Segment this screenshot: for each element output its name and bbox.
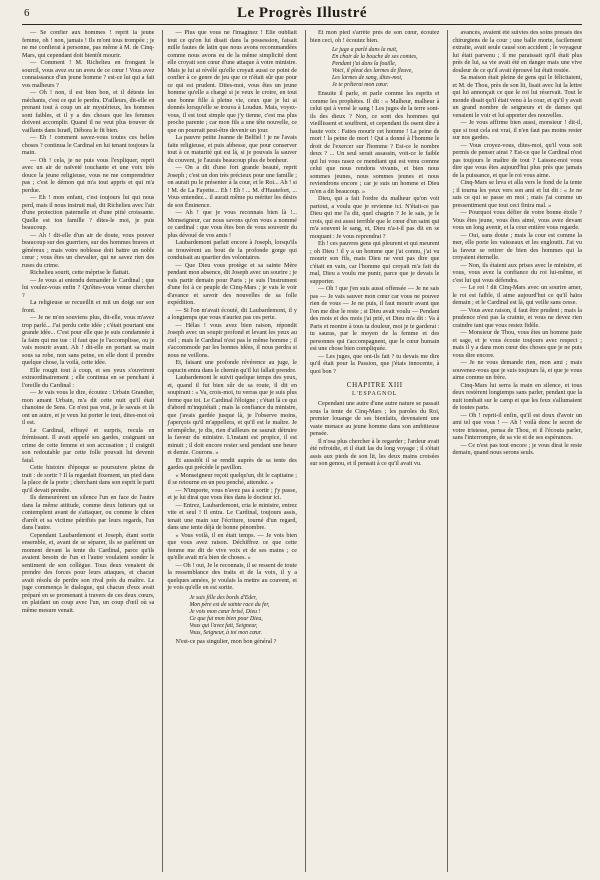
paragraph: — Les juges, que ont-ils fait ? tu devais me dire qu'il était pour la Passion, que j'étais innocente, à quoi bon ?: [309, 353, 440, 375]
paragraph: — On a dit d'une fort grande beauté, reprit Joseph ; c'est un don très précieux pour une famille ; on aurait pu le présenter à la cour, et le Roi... Ah ! si ! M. de La Fayette... Eh ! Eh ! ... M. d'Hautefort, ... Vous entendez... il aurait même pu mériter les désirs de son Éminence.: [167, 165, 297, 209]
paragraph: Il n'osa plus chercher à le regarder ; l'ardeur avait été refroidie, et il était las du long voyage ; il s'était assis aux pieds de son lit, les deux mains croisées sur son genou, et il pensait à ce qu'il avait vu.: [309, 438, 440, 467]
verse-line: En chair de la bouche de ses comtes,: [331, 54, 418, 60]
column-3: [305, 30, 440, 872]
paragraph: avancés, avaient été suivies des soins pressés des chirurgiens de la cour ; une balle morte, facilement extraite, avait seule causé son accident ; le voyageur lui était parvenu ; il me paraissait qu'il était plus près de lui, sa vie avait été en danger mais une vive douleur de ce qu'il avait éprouvé lui était restée.: [452, 30, 582, 74]
paragraph: Sa maison était pleine de gens qui le félicitaient, et M. de Thou, près de son lit, lisait avec lui la lettre qui lui annonçait ce que le roi lui réservait. Tout le monde disait qu'il était venu à la cour, et qu'il y avait un grand nombre de seigneurs et de dames qui venaient le voir et lui apporter des nouvelles.: [452, 75, 582, 119]
paragraph: — Eh ! mon enfant, c'est toujours lui qui nous perd, mais il nous instruit mal, dit Richelieu avec l'air d'une protection paternelle et d'une pitié croissante. Quelle est ton famille ? dites-le moi, je puis beaucoup.: [22, 195, 155, 231]
paragraph: — Eh ! comment savez-vous toutes ces belles choses ? continua le Cardinal en lui tenant toujours la main.: [22, 135, 155, 156]
paragraph: Cinq-Mars lui serra la main en silence, et tous deux restèrent longtemps sans parler, pendant que la nuit tombait sur le camp et que les feux s'allumaient de toutes parts.: [452, 382, 582, 411]
paragraph: « Monseigneur reçoit quelqu'un, dit le capitaine ; il se retourne en un peu penché, attendez. »: [167, 472, 297, 486]
verse-line: Vous qui l'avez fait, Seigneur,: [189, 622, 258, 629]
paragraph: — Vous avez raison, il faut être prudent ; mais la prudence n'est pas la crainte, et vous ne devez rien craindre tant que vous restez fidèle.: [452, 307, 582, 329]
paragraph: Cependant Laubardemont et Joseph, étant sortis ensemble, et, avant de se séparer, ils se parlèrent un moment devant la tente du Cardinal, parce qu'ils avaient besoin de l'un et l'autre voulaient sonder le sentiment de son collègue. Tous deux venaient de prendre des forces pour leurs attaques, et chacun avait résolu de perdre son rival près du maître. Le juge commença le dialogue, qui chacun d'eux avait préparé en se promenant à travers de ces deux cœurs, en plaidant un coup avec l'un, un coup d'œil où sa même mesure venait.: [22, 532, 155, 614]
paragraph: — Monsieur de Thou, vous êtes un homme juste et sage, et je vous écoute toujours avec respect ; mais il y a dans mon cœur des choses que je ne puis vous dire encore.: [452, 330, 582, 359]
verse-line: Ce que fut mon bien pour Dieu,: [189, 615, 263, 622]
paragraph: Cependant une autre d'une autre nature se passait sous la tente de Cinq-Mars ; les paroles du Roi, premier louange de ses bienfaits, devenaient une vaste menace au jeune homme dans son ambitieuse pensée.: [309, 401, 440, 437]
paragraph: — Si l'on m'avait écouté, dit Laubardemont, il y a longtemps que vous n'auriez pas ces perte.: [167, 307, 297, 321]
paragraph: — N'importe, vous n'avez pas à sortir ; j'y passe, et je lui dirai que vous êtes dans le docteur ici.: [167, 487, 297, 501]
column-4: [447, 30, 582, 872]
paragraph: — Je vais vous le dire, écoutez : Urbain Grandier, mon amant Urbain, m'a dit cette nuit qu'il était chanoine de Sens. Ce n'est pas vrai, je le savais et ils ont un autre, et je veux lui porter le tout, dites-moi où il est.: [22, 390, 155, 426]
verse-line: Je suis fille des bords d'Eder,: [189, 594, 257, 601]
column-1: [22, 30, 154, 872]
paragraph: Ils demeurèrent un silence l'un en face de l'autre dans la même attitude, comme deux lutteurs qui se contemplent avant de s'attaquer, ou comme le chien d'arrêt et sa victime pétrifiés par leurs regards, l'un dans l'autre.: [22, 495, 155, 531]
verse-line: Je vois mon cœur brisé, Dieu !: [189, 608, 261, 615]
paragraph: — Pourquoi vous défier de votre bonne étoile ? Vous êtes jeune, vous êtes aimé, vous avez devant vous un long avenir, et la cour entière vous regarde.: [452, 210, 582, 231]
paragraph: Ensuite il parle, et parle comme les esprits et comme les prophètes. Il dit : « Malheur, malheur à celui qui à versé le sang ! Les juges de la terre sont-ils des dieux ? Non, ce sont des hommes qui vieillissent et souffrent, et cependant ils osent dire à haute voix : Faites mourir cet homme ! La peine de mort ! la peine de mort ! Qui a donné à l'homme le droit de l'exercer sur l'homme ? Est-ce le nombre deux ? ... Un seul serait assassin, voit-ce le faible qui lui vous rasez ce mendiant qui est venu comme celui que nous rendons vivants, et bien nous sommes jeunes, nous sommes jeunes et nous reviendrons encore ; car je suis un homme et Dieu m'en a dit beaucoup. »: [309, 91, 440, 195]
paragraph: — Oh ! cela, je ne puis vous l'expliquer, reprit avec un air de naïveté touchante et une voix très douce la jeune religieuse, vous ne me comprendriez pas ; c'est le démon qui m'a tout appris et qui m'a perdue.: [22, 157, 155, 194]
paragraph: — Ah ! dit-elle d'un air de doute, vous pouvez beaucoup sur des guerriers, sur des hommes braves et généreux ; mais votre noblesse doit battre un noble cœur ; vous êtes un chevalier, qui ne savez rien des ruses du crime.: [22, 232, 155, 269]
paragraph: — Je vous ai entendu demander le Cardinal ; que lui voulez-vous enfin ? Qu'êtes-vous venue chercher ?: [22, 277, 155, 299]
paragraph: Elle rougit tout à coup, et ses yeux s'ouvrirent extraordinairement ; elle continua en se penchant à l'oreille du Cardinal :: [22, 367, 155, 389]
verse-block: [189, 595, 297, 637]
paragraph: — Oh ! oui, Je le reconnais, il se ressent de toute la ressemblance des traits et de la voix, il y a quelques années, je voulais la mettre au couvent, et je vois qu'elle en est sortie.: [167, 562, 297, 591]
paragraph: La religieuse se recueillit et mit un doigt sur son front.: [22, 300, 155, 314]
paragraph: Cinq-Mars se leva et alla vers le fond de la tente ; il tourna les yeux vers son ami et lui dit : « Je ne sais ce qui se passe en moi ; mais j'ai comme un pressentiment que tout ceci finira mal. »: [452, 180, 582, 209]
verse-line: Mon père est de sainte race du fer,: [189, 601, 270, 608]
paragraph: — Oh ! que j'en suis aussi offensée — Je ne sais pas — Je vais sauver mon cœur car vous ne pouvez rien de vous — Je ne puis, il faut mourir avant que l'on me dise le reste ; si Dieu avait voulu — Pendant des mois et des mois j'ai prié, et Dieu m'a dit : Va à Paris et montre à tous ta douleur, moi je te garderai : tu sauras, par le moyen de la femme et des personnes qui t'accompagnent, que le cœur humain est une chose bien compliquée.: [309, 286, 440, 352]
paragraph: — Je vous affirme bien aussi, monsieur ! dit-il, que si tout cela est vrai, il n'en faut pas moins rester sur nos gardes.: [452, 120, 582, 141]
paragraph: — Je ne m'en souviens plus, dit-elle, vous m'avez trop parlé... J'ai perdu cette idée ; c'était pourtant une grande idée... C'est pour elle que je suis condamnée à la faim qui me tue : il faut que je l'accomplisse, ou je vais mourir avant. Ah ! dit-elle en portant sa main sous sa robe, non sans peine, en elle dont il prendre quelque chose, la voilà, cette idée.: [22, 315, 155, 366]
text-columns: [22, 30, 582, 872]
page-header: [22, 6, 582, 25]
paragraph: Dieu, qui a fait l'ordre du malheur qu'on voit partout, a voulu que je revienne ici. N'était-ce pas Dieu qui me l'a dit, quel chagrin ? Je le sais, je le crois, qui est aussi terrible que le cœur d'un saint qui m'a souvent le sang, et, Dieu n'a-t-il pas dit en se moquant : Je vous reprendrai ?: [309, 196, 440, 240]
paragraph: — Non, ils étaient aux prises avec le ministre, et vous, vous avez la confiance du roi lui-même, et c'est lui qui vous défendra.: [452, 262, 582, 284]
paragraph: — Ah ! que je vous reconnais bien là !... Monseigneur, car nous savons qu'on vous a nommé ce cardinal : que vous êtes bon de vous souvenir du plus dévoué de vos amis !: [167, 210, 297, 239]
verse-line: Voici, il pleut des larmes de fleuve,: [331, 68, 413, 74]
verse-line: Le juge a parlé dans la nuit,: [331, 47, 398, 53]
newspaper-title: Le Progrès Illustré: [236, 5, 368, 21]
chapter-heading: CHAPITRE XIII: [346, 381, 403, 389]
verse-block: [332, 47, 440, 89]
paragraph: Cette histoire d'époque se poursuivre pleine de trait : de sortir ? Il la regardait fixement, un pied dans la place de la porte ; cherchant dans son esprit le parti qu'il devait prendre.: [22, 465, 155, 494]
paragraph: — Plus que vous ne l'imaginez ! Elle oubliait tout ce qu'on lui disait dans la possession, faisait mille fautes de latin que nous avons recommandées comme nous avons eu de la même simplicité dont elle croyait son cœur d'une attaque à votre ministre. Mais je lui ai révélé qu'elle croyait aussi ce point de confier à ce genre de jeu que ce n'était sûr que pour ce qui est prudent. Dites-moi, vous êtes un jeune homme qu'elle a chargé si je veux le croire, en tout une bonne fille à pleine vie, ceux que je lui ai donnés lorsqu'elle se trouva à Loudun. Mais, voyez-vous, il est tout simple que j'y tienne, c'est ma plus proche parente ; car mon fils a une tête nouvelle, ce que on pourrait peut-être devenir un jour.: [167, 30, 297, 134]
paragraph: — Vous croyez-vous, dites-moi, qu'il vous soit permis de penser ainsi ? Est-ce que le Cardinal n'est pas toujours le maître de tout ? Laissez-moi vous dire que vous êtes aujourd'hui plus près que jamais de la puissance, et que le roi vous aime.: [452, 142, 582, 179]
column-2: [162, 30, 297, 872]
verse-line: Vous, Seigneur, à toi mon cœur.: [189, 629, 262, 636]
verse-line: Pendant j'ai dans la fouille,: [331, 61, 397, 67]
page-number: 6: [24, 7, 30, 19]
paragraph: — Hélas ! vous avez bien raison, répondit Joseph avec un soupir profond et levant les yeux au ciel ; mais le Cardinal n'est pas le même homme ; il s'accommode par les bonnes idées, il nous perdra si nous ne veillons.: [167, 322, 297, 359]
paragraph: Eh ! ces pauvres gens qui pleurent et qui meurent ; oh Dieu ! il y a un homme que j'ai connu, j'ai vu mourir son fils, mais Dieu ne veut pas dire que c'était en vain, car l'homme qui croyait m'a fait du mal, Dieu a voulu me punir, parce que je devais le supporter.: [309, 241, 440, 285]
verse-line: Les larmes de sang, dites-moi,: [331, 75, 403, 81]
paragraph: « Vous voilà, il en était temps. — Je vois bien que vous avez raison. Déchiffrez ce que cette femme me dit de vive voix et de ses mains ; ce qu'elle avait m'a bien de choses. »: [167, 532, 297, 561]
paragraph: — Je ne vous demande rien, mon ami ; mais souvenez-vous que je suis toujours là, et que je vous aime comme un frère.: [452, 360, 582, 381]
paragraph: Et, faisant une profonde révérence au juge, le capucin entra dans le chemin qu'il lui fallait prendre.: [167, 360, 297, 374]
paragraph: — Entrez, Laubardemont, cria le ministre, entrez vite et seul ! Il entra. Le Cardinal, toujours assis, tenait une main sur l'écriture, tourné d'un regard, dans une tente déjà de bonne pénombre.: [167, 502, 297, 531]
verse-line: Je te prêterai mon cœur.: [331, 82, 389, 88]
paragraph: — Comment ! M. Richelieu en frongant le sourcil, vous avez eu un aveu de ce cœur ! Vous avez connaissance d'un jeune homme ? est-ce lui qui a fait vos malheurs ?: [22, 60, 155, 89]
paragraph: Laubardemont parlait encore à Joseph, lorsqu'ils se trouvèrent au bout de la profonde gorge qui conduisait au quartier des volontaires.: [167, 240, 297, 261]
chapter-subtitle: L'ESPAGNOL: [351, 390, 398, 397]
paragraph: — Se confier aux hommes ! reprit la jeune femme, oh ! non, jamais ! Ils m'ont tous trompée ; je ne me confierai à personne, pas même à M. de Cinq-Mars, qui cependant doit bientôt mourir.: [22, 30, 155, 59]
paragraph: — Que Dieu vous protège et sa sainte Mère pendant mon absence, dit Joseph avec un sourire ; je vais partir demain pour Paris ; je suis l'instrument d'une foi à ce peuple de Cinq-Mars ; je vais le voir d'avance et savoir des nouvelles de sa folle expédition.: [167, 262, 297, 306]
paragraph: — Oh ! reprit-il enfin, qu'il est doux d'avoir un ami tel que vous ! — Ah ! voilà donc le secret de votre tristesse, pensa de Thou, et il l'écouta parler, sans l'interrompre, de sa vie et de ses espérances.: [452, 412, 582, 441]
paragraph: Richelieu sourit, cette méprise le flattait.: [30, 270, 130, 276]
paragraph: N'est-ce pas singulier, mon bon général ?: [175, 638, 277, 645]
paragraph: Le Cardinal, effrayé et surpris, recula en frémissant. Il avait appelé ses gardes, craignant un crime de cette femme et son accusation ; il craignit son redoutable par cette folle pouvait lui devenir fatal.: [22, 427, 155, 464]
paragraph: Laubardemont le suivit quelque temps des yeux, et, quand il fut bien sûr de sa route, il dit en soupirant : « Va, crois-moi, tu verras que je suis plus ferme que toi. Le Cardinal l'éloigne ; c'était là ce qui d'abord m'inquiétait ; mais la confiance du ministre, que j'avais gardée jusque là, je l'observe moins, j'aperçois qu'il m'appellera, et qu'il est le maître. Je m'empêche, je dis, rien d'ailleurs ne saurait détruire la faveur du ministre. L'instant est propice, il est minuit ; il doit encore rester seul pendant une heure et demie. Courons. »: [167, 375, 297, 456]
paragraph: Et mon pied s'arrête près de son cœur, écoutez bien ceci, oh ! écoutez bien.: [309, 30, 440, 44]
paragraph: — Oh ! non, il est bien bon, et il déteste les méchants, c'est ce qui le perdra. D'ailleurs, dit-elle en prenant tout à coup un air mystérieux, les hommes sont faibles, et il y a des choses que les femmes doivent accomplir. Quand il ne veut plus trouver de vaillants dans Israël, Débora le fit bien.: [22, 90, 155, 134]
paragraph: — Oui, sans doute ; mais la cour est comme la mer, elle porte les vaisseaux et les engloutit. J'ai vu la faveur se retirer de bien des hommes qui la croyaient éternelle.: [452, 232, 582, 261]
paragraph: La pauvre petite Jeanne de Belfiel ! je ne l'avais faite religieuse, et puis abbesse, que pour conserver tout à ce maturité qui est là, si je pouvais la sauver du couvent, je l'aurais beaucoup plus de bonheur.: [167, 135, 297, 164]
paragraph: — Le roi ! dit Cinq-Mars avec un sourire amer, le roi est faible, il aime aujourd'hui ce qu'il haïra demain ; et le Cardinal est là, qui veille sans cesse.: [452, 285, 582, 306]
paragraph: Et aussitôt il se rendit auprès de sa tente des gardes qui précède le pavillon.: [167, 457, 297, 471]
paragraph: — Ce n'est pas tout encore ; je vous dirai le reste demain, quand nous serons seuls.: [452, 442, 582, 456]
